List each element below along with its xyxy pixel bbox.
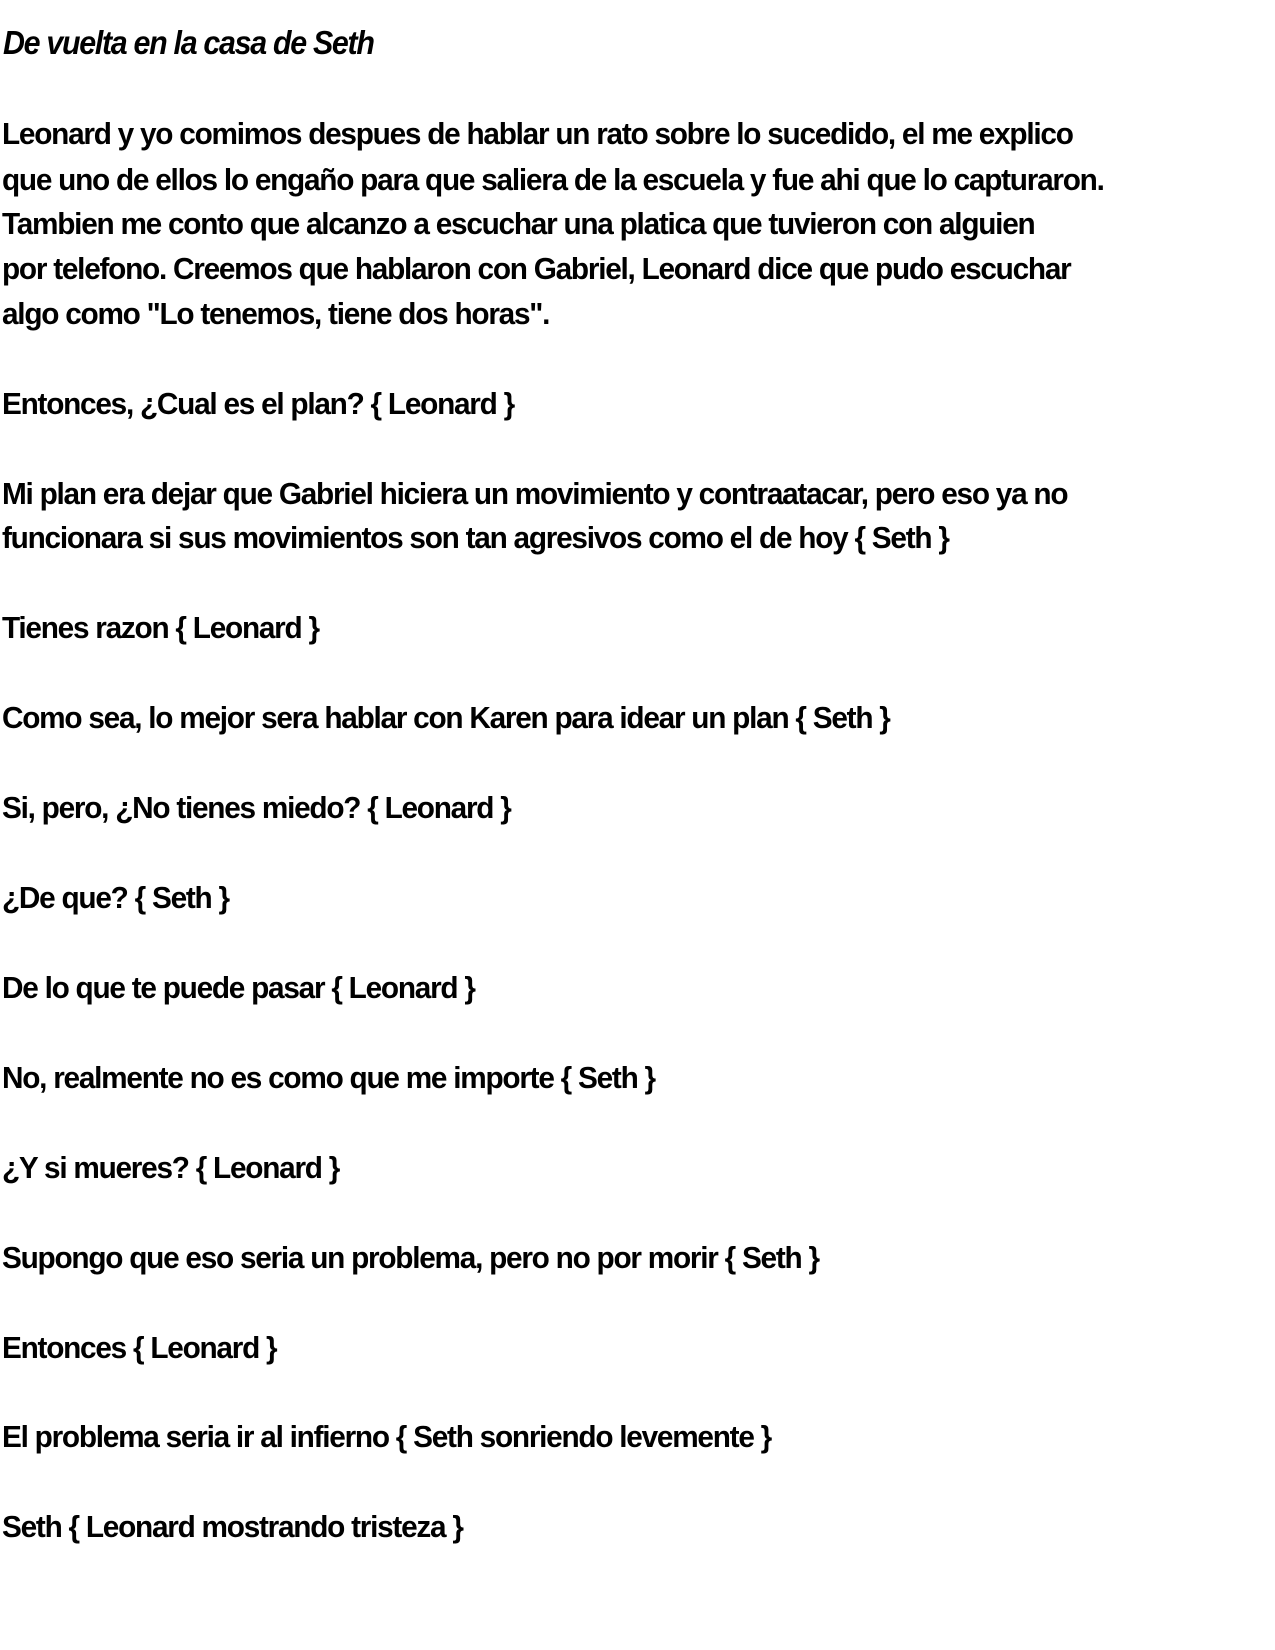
dialogue-line: ¿Y si mueres? { Leonard } [2,1150,340,1185]
narration-line: Leonard y yo comimos despues de hablar un rato sobre lo sucedido, el me explico [2,116,1073,151]
dialogue-line: Si, pero, ¿No tienes miedo? { Leonard } [2,790,511,825]
dialogue-line: De lo que te puede pasar { Leonard } [2,970,475,1005]
narration-line: que uno de ellos lo engaño para que saliera de la escuela y fue ahi que lo capturaron. [2,162,1104,197]
dialogue-line: Seth { Leonard mostrando tristeza } [2,1509,463,1544]
dialogue-line: Supongo que eso seria un problema, pero no por morir { Seth } [2,1240,819,1275]
narration-line: por telefono. Creemos que hablaron con Gabriel, Leonard dice que pudo escuchar [2,251,1071,286]
dialogue-line: funcionara si sus movimientos son tan agresivos como el de hoy { Seth } [2,520,949,555]
dialogue-line: Mi plan era dejar que Gabriel hiciera un movimiento y contraatacar, pero eso ya no [2,476,1068,511]
narration-line: Tambien me conto que alcanzo a escuchar una platica que tuvieron con alguien [2,206,1035,241]
dialogue-line: Como sea, lo mejor sera hablar con Karen para idear un plan { Seth } [2,700,890,735]
dialogue-line: No, realmente no es como que me importe { Seth } [2,1060,655,1095]
dialogue-line: Entonces, ¿Cual es el plan? { Leonard } [2,386,514,421]
narration-line: algo como "Lo tenemos, tiene dos horas". [2,296,550,331]
dialogue-line: Entonces { Leonard } [2,1330,277,1365]
document-title: De vuelta en la casa de Seth [3,24,374,61]
dialogue-line: Tienes razon { Leonard } [2,610,319,645]
dialogue-line: ¿De que? { Seth } [2,880,229,915]
dialogue-line: El problema seria ir al infierno { Seth sonriendo levemente } [2,1419,771,1454]
